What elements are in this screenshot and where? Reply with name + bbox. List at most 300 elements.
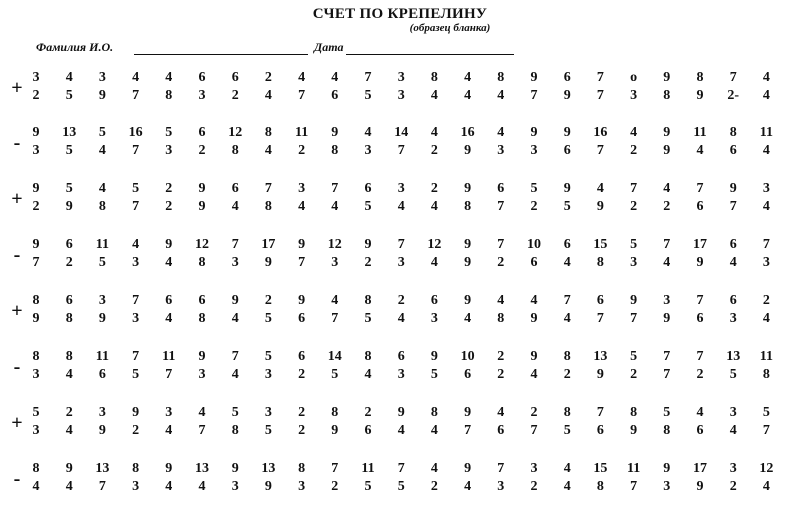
digit-cell: 9: [563, 125, 571, 140]
digit-cell: 2: [530, 199, 538, 214]
operation-sign: -: [13, 468, 21, 490]
digit-cell: 5: [65, 181, 73, 196]
digit-cell: 9: [630, 293, 638, 308]
digit-cell: 4: [32, 479, 40, 494]
digit-cell: 7: [530, 88, 538, 103]
digit-cell: 3: [32, 143, 40, 158]
digit-cell: 3: [762, 255, 770, 270]
digit-cell: 6: [364, 423, 372, 438]
digit-cell: 9: [696, 255, 704, 270]
digit-cell: 6: [397, 349, 405, 364]
digit-cell: 4: [331, 70, 339, 85]
digit-cell: 13: [95, 461, 110, 476]
name-field-line[interactable]: [134, 54, 308, 55]
digit-cell: 2: [231, 88, 239, 103]
digit-cell: 12: [759, 461, 774, 476]
digit-cell: 6: [98, 367, 106, 382]
digit-cell: 11: [759, 125, 773, 140]
digit-cell: 9: [663, 125, 671, 140]
digit-cell: 7: [231, 349, 239, 364]
digit-cell: 3: [397, 88, 405, 103]
digit-cell: 9: [32, 237, 40, 252]
digit-cell: 4: [497, 293, 505, 308]
digit-cell: 7: [497, 461, 505, 476]
digit-cell: 7: [663, 237, 671, 252]
digit-cell: 8: [198, 311, 206, 326]
digit-cell: 8: [663, 423, 671, 438]
digit-cell: 4: [530, 367, 538, 382]
digit-cell: 6: [497, 181, 505, 196]
digit-cell: 12: [427, 237, 442, 252]
digit-cell: 3: [762, 181, 770, 196]
digit-cell: 9: [663, 461, 671, 476]
digit-cell: 9: [464, 461, 472, 476]
digit-cell: 9: [663, 70, 671, 85]
digit-cell: 7: [596, 311, 604, 326]
operation-sign: -: [13, 132, 21, 154]
digit-cell: 2: [497, 367, 505, 382]
digit-cell: 9: [165, 237, 173, 252]
digit-cell: 12: [228, 125, 243, 140]
digit-cell: 8: [32, 349, 40, 364]
digit-cell: 6: [198, 293, 206, 308]
digit-cell: 4: [65, 423, 73, 438]
digit-cell: 11: [294, 125, 309, 140]
digit-cell: 7: [696, 181, 704, 196]
digit-cell: 6: [231, 70, 239, 85]
digit-cell: 6: [231, 181, 239, 196]
digit-cell: 14: [394, 125, 409, 140]
digit-cell: 4: [430, 88, 438, 103]
digit-cell: 12: [327, 237, 342, 252]
digit-cell: 4: [563, 479, 571, 494]
operation-sign: -: [13, 356, 21, 378]
digit-cell: 8: [762, 367, 770, 382]
digit-cell: 8: [596, 255, 604, 270]
digit-cell: 9: [32, 311, 40, 326]
digit-cell: 2: [298, 423, 306, 438]
digit-cell: 8: [497, 311, 505, 326]
digit-cell: 7: [530, 423, 538, 438]
digit-cell: 9: [32, 125, 40, 140]
digit-cell: 9: [464, 255, 472, 270]
digit-cell: 4: [430, 125, 438, 140]
digit-cell: 13: [261, 461, 276, 476]
digit-cell: 16: [128, 125, 143, 140]
digit-cell: 9: [630, 423, 638, 438]
operation-sign: +: [11, 77, 23, 99]
page-title: СЧЕТ ПО КРЕПЕЛИНУ: [312, 6, 488, 22]
digit-cell: 4: [65, 367, 73, 382]
digit-cell: 8: [497, 70, 505, 85]
digit-cell: 4: [165, 423, 173, 438]
digit-cell: 2: [530, 405, 538, 420]
digit-cell: 9: [563, 181, 571, 196]
digit-cell: 5: [331, 367, 339, 382]
digit-cell: 9: [65, 461, 73, 476]
digit-cell: 6: [729, 237, 737, 252]
digit-cell: 8: [364, 293, 372, 308]
digit-cell: 4: [762, 70, 770, 85]
digit-cell: 3: [298, 181, 306, 196]
digit-cell: 6: [530, 255, 538, 270]
digit-cell: 6: [696, 311, 704, 326]
digit-cell: 5: [132, 181, 140, 196]
digit-cell: 6: [165, 293, 173, 308]
digit-cell: 7: [762, 423, 770, 438]
digit-cell: 4: [696, 405, 704, 420]
digit-cell: 4: [530, 293, 538, 308]
digit-cell: 3: [298, 479, 306, 494]
digit-cell: 8: [32, 293, 40, 308]
digit-cell: 3: [132, 479, 140, 494]
digit-cell: 3: [165, 405, 173, 420]
digit-cell: 4: [430, 199, 438, 214]
digit-cell: 9: [331, 125, 339, 140]
digit-cell: 9: [32, 181, 40, 196]
digit-cell: 3: [132, 255, 140, 270]
digit-cell: 2: [298, 367, 306, 382]
digit-cell: 6: [65, 293, 73, 308]
digit-cell: 17: [261, 237, 276, 252]
digit-cell: 7: [596, 405, 604, 420]
digit-cell: 7: [630, 181, 638, 196]
digit-cell: 4: [364, 367, 372, 382]
digit-cell: 11: [95, 349, 109, 364]
digit-cell: 9: [298, 293, 306, 308]
digit-cell: 3: [497, 143, 505, 158]
digit-cell: 8: [32, 461, 40, 476]
digit-cell: 4: [231, 311, 239, 326]
digit-cell: 8: [596, 479, 604, 494]
digit-cell: 9: [596, 367, 604, 382]
digit-cell: 9: [331, 423, 339, 438]
digit-cell: 11: [361, 461, 375, 476]
digit-cell: 4: [729, 255, 737, 270]
digit-cell: 3: [663, 479, 671, 494]
digit-cell: 2: [397, 293, 405, 308]
digit-cell: 6: [65, 237, 73, 252]
digit-cell: 7: [497, 199, 505, 214]
digit-cell: 5: [663, 405, 671, 420]
digit-cell: 2: [762, 293, 770, 308]
digit-cell: 16: [460, 125, 475, 140]
digit-cell: 5: [264, 311, 272, 326]
digit-cell: 9: [530, 311, 538, 326]
digit-cell: 4: [464, 70, 472, 85]
digit-cell: 8: [264, 199, 272, 214]
digit-cell: 8: [563, 349, 571, 364]
digit-cell: 3: [98, 405, 106, 420]
digit-cell: 7: [231, 237, 239, 252]
digit-cell: 13: [62, 125, 77, 140]
digit-cell: 9: [132, 405, 140, 420]
digit-cell: 5: [231, 405, 239, 420]
digit-cell: 7: [596, 88, 604, 103]
digit-cell: 6: [696, 199, 704, 214]
digit-cell: 8: [364, 349, 372, 364]
digit-cell: 9: [198, 199, 206, 214]
digit-cell: 5: [32, 405, 40, 420]
digit-cell: 8: [65, 349, 73, 364]
digit-cell: 7: [198, 423, 206, 438]
digit-cell: 7: [663, 349, 671, 364]
digit-cell: 7: [331, 461, 339, 476]
digit-cell: 6: [497, 423, 505, 438]
digit-cell: 5: [397, 479, 405, 494]
digit-cell: 8: [331, 143, 339, 158]
digit-cell: 4: [298, 70, 306, 85]
digit-cell: 2: [530, 479, 538, 494]
digit-cell: 6: [563, 237, 571, 252]
digit-cell: 9: [464, 143, 472, 158]
digit-cell: 6: [729, 293, 737, 308]
digit-cell: 4: [331, 199, 339, 214]
digit-cell: 2: [630, 367, 638, 382]
digit-cell: 9: [530, 70, 538, 85]
digit-cell: 2: [630, 199, 638, 214]
digit-cell: 2: [65, 255, 73, 270]
digit-cell: 2: [563, 367, 571, 382]
digit-cell: 2: [298, 405, 306, 420]
digit-cell: 7: [298, 255, 306, 270]
digit-cell: 4: [762, 479, 770, 494]
digit-cell: 2: [430, 181, 438, 196]
digit-cell: 7: [630, 479, 638, 494]
digit-cell: 2: [32, 199, 40, 214]
date-field-line[interactable]: [346, 54, 514, 55]
digit-cell: 7: [165, 367, 173, 382]
digit-cell: 3: [264, 367, 272, 382]
digit-cell: 5: [98, 255, 106, 270]
digit-cell: 7: [663, 367, 671, 382]
digit-cell: 7: [298, 88, 306, 103]
digit-cell: 4: [563, 255, 571, 270]
digit-cell: 7: [331, 181, 339, 196]
digit-cell: 5: [729, 367, 737, 382]
digit-cell: 4: [298, 199, 306, 214]
digit-cell: 12: [195, 237, 209, 252]
digit-cell: 4: [497, 88, 505, 103]
digit-cell: 9: [464, 237, 472, 252]
digit-cell: 5: [364, 311, 372, 326]
digit-cell: 5: [65, 88, 73, 103]
digit-cell: 8: [630, 405, 638, 420]
digit-cell: 2: [497, 255, 505, 270]
digit-cell: 3: [231, 479, 239, 494]
digit-cell: 6: [596, 293, 604, 308]
digit-cell: 5: [364, 479, 372, 494]
digit-cell: 5: [430, 367, 438, 382]
digit-cell: 4: [132, 237, 140, 252]
digit-cell: 4: [696, 143, 704, 158]
digit-cell: 3: [497, 479, 505, 494]
digit-cell: 4: [364, 125, 372, 140]
digit-cell: 5: [364, 199, 372, 214]
digit-cell: 7: [762, 237, 770, 252]
digit-cell: 4: [464, 479, 472, 494]
digit-cell: 4: [165, 311, 173, 326]
digit-cell: 6: [198, 70, 206, 85]
digit-cell: 9: [663, 143, 671, 158]
digit-cell: 3: [32, 423, 40, 438]
digit-cell: 3: [729, 311, 737, 326]
digit-cell: 4: [331, 293, 339, 308]
digit-cell: 2: [264, 293, 272, 308]
digit-cell: 6: [563, 143, 571, 158]
digit-cell: 9: [596, 199, 604, 214]
digit-cell: 3: [198, 367, 206, 382]
digit-cell: 3: [397, 70, 405, 85]
digit-cell: 9: [430, 349, 438, 364]
digit-cell: 4: [762, 143, 770, 158]
digit-cell: 4: [231, 367, 239, 382]
digit-cell: 6: [364, 181, 372, 196]
digit-cell: 8: [430, 70, 438, 85]
digit-cell: 3: [630, 88, 638, 103]
digit-cell: 2: [430, 143, 438, 158]
digit-cell: 8: [563, 405, 571, 420]
digit-cell: 2: [32, 88, 40, 103]
digit-cell: 6: [331, 88, 339, 103]
digit-cell: 7: [563, 293, 571, 308]
digit-cell: 9: [98, 311, 106, 326]
digit-cell: 8: [696, 70, 704, 85]
digit-cell: 3: [729, 461, 737, 476]
digit-cell: 11: [759, 349, 773, 364]
digit-cell: 4: [563, 311, 571, 326]
digit-cell: 5: [264, 349, 272, 364]
operation-sign: -: [13, 244, 21, 266]
digit-cell: 3: [231, 255, 239, 270]
digit-cell: 7: [132, 293, 140, 308]
digit-cell: 9: [298, 237, 306, 252]
digit-cell: 3: [430, 311, 438, 326]
digit-cell: 3: [331, 255, 339, 270]
digit-cell: 4: [264, 88, 272, 103]
digit-cell: 7: [331, 311, 339, 326]
digit-cell: 7: [696, 349, 704, 364]
digit-cell: 10: [527, 237, 541, 252]
digit-cell: 7: [132, 199, 140, 214]
digit-cell: 3: [98, 293, 106, 308]
digit-cell: 2: [430, 479, 438, 494]
digit-cell: 4: [165, 255, 173, 270]
digit-cell: 8: [198, 255, 206, 270]
digit-cell: 5: [563, 423, 571, 438]
digit-cell: 11: [95, 237, 109, 252]
digit-cell: 8: [264, 125, 272, 140]
digit-cell: 9: [729, 181, 737, 196]
digit-cell: 2: [65, 405, 73, 420]
digit-cell: 6: [430, 293, 438, 308]
digit-cell: 9: [530, 349, 538, 364]
digit-cell: 7: [132, 349, 140, 364]
digit-cell: 4: [497, 125, 505, 140]
digit-cell: 7: [596, 143, 604, 158]
operation-sign: +: [11, 188, 23, 210]
digit-cell: 5: [65, 143, 73, 158]
digit-cell: 2: [364, 255, 372, 270]
digit-cell: 8: [331, 405, 339, 420]
digit-cell: 4: [497, 405, 505, 420]
digit-cell: 2: [663, 199, 671, 214]
digit-cell: 8: [298, 461, 306, 476]
digit-cell: 16: [593, 125, 608, 140]
digit-cell: 4: [663, 181, 671, 196]
digit-cell: 9: [231, 293, 239, 308]
digit-cell: 2: [497, 349, 505, 364]
digit-cell: 9: [464, 293, 472, 308]
digit-cell: 9: [231, 461, 239, 476]
digit-cell: 4: [430, 461, 438, 476]
digit-cell: 4: [663, 255, 671, 270]
digit-cell: 9: [65, 199, 73, 214]
digit-cell: 2-: [727, 88, 740, 103]
digit-cell: 9: [98, 88, 106, 103]
digit-cell: 9: [464, 405, 472, 420]
digit-cell: 6: [198, 125, 206, 140]
digit-cell: 3: [397, 181, 405, 196]
digit-cell: 4: [397, 423, 405, 438]
digit-cell: 4: [198, 405, 206, 420]
digit-cell: 6: [729, 143, 737, 158]
digit-cell: 8: [430, 405, 438, 420]
digit-cell: 4: [430, 255, 438, 270]
digit-cell: 2: [298, 143, 306, 158]
digit-cell: 5: [165, 125, 173, 140]
digit-cell: 3: [397, 255, 405, 270]
digit-cell: 9: [464, 181, 472, 196]
digit-cell: 8: [65, 311, 73, 326]
digit-cell: 6: [298, 349, 306, 364]
digit-cell: 7: [264, 181, 272, 196]
digit-cell: 7: [729, 70, 737, 85]
digit-cell: 2: [165, 199, 173, 214]
digit-cell: 4: [65, 70, 73, 85]
digit-cell: 9: [530, 125, 538, 140]
digit-cell: 4: [630, 125, 638, 140]
digit-cell: 3: [630, 255, 638, 270]
digit-cell: 8: [729, 125, 737, 140]
digit-cell: 2: [198, 143, 206, 158]
digit-cell: 5: [264, 423, 272, 438]
digit-cell: o: [630, 70, 638, 85]
date-label: Дата: [314, 40, 344, 54]
digit-cell: 14: [327, 349, 342, 364]
digit-cell: 15: [593, 237, 608, 252]
digit-cell: 7: [364, 70, 372, 85]
digit-cell: 4: [264, 143, 272, 158]
digit-cell: 4: [132, 70, 140, 85]
digit-cell: 6: [464, 367, 472, 382]
digit-cell: 2: [165, 181, 173, 196]
digit-cell: 8: [132, 461, 140, 476]
digit-cell: 4: [98, 143, 106, 158]
digit-cell: 3: [32, 70, 40, 85]
digit-cell: 7: [32, 255, 40, 270]
digit-cell: 4: [165, 70, 173, 85]
digit-cell: 8: [663, 88, 671, 103]
digit-cell: 5: [563, 199, 571, 214]
digit-cell: 4: [596, 181, 604, 196]
digit-cell: 7: [98, 479, 106, 494]
digit-cell: 9: [696, 88, 704, 103]
digit-cell: 7: [132, 143, 140, 158]
digit-cell: 9: [663, 311, 671, 326]
digit-cell: 2: [364, 405, 372, 420]
digit-cell: 4: [98, 181, 106, 196]
